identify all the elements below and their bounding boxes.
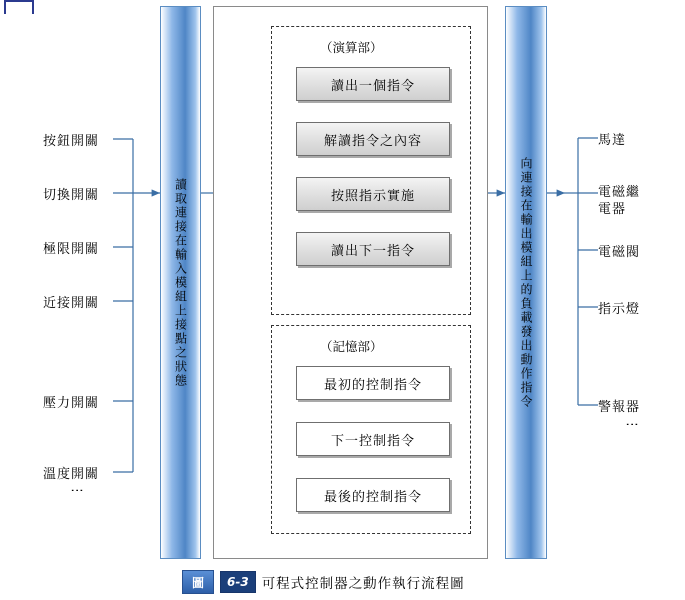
memory-step-0: 最初的控制指令 [296,366,450,400]
corner-mark [4,0,34,14]
input-ellipsis: ⋮ [69,484,84,497]
output-label-2: 電磁閥 [598,245,641,260]
figure-caption [182,570,465,594]
input-label-2: 極限開關 [43,242,100,257]
output-label-3: 指示燈 [598,302,641,317]
compute-step-3: 讀出下一指令 [296,232,450,266]
memory-step-1: 下一控制指令 [296,422,450,456]
output-ellipsis: ⋮ [624,418,639,431]
input-module-bar [160,6,201,559]
caption-number: 6-3 [220,571,256,593]
output-label-1-line1: 電磁繼 [598,185,641,200]
input-label-0: 按鈕開關 [43,134,100,149]
input-label-1: 切換開關 [43,188,100,203]
input-label-3: 近接開關 [43,296,100,311]
output-label-4: 警報器 [598,400,641,415]
caption-icon: 圖 [182,570,214,594]
input-label-4: 壓力開關 [43,396,100,411]
output-label-1 [598,184,640,218]
output-label-0: 馬達 [598,133,627,148]
compute-step-1: 解讀指令之內容 [296,122,450,156]
compute-section-title: （演算部） [320,40,383,55]
memory-step-2: 最後的控制指令 [296,478,450,512]
compute-step-2: 按照指示實施 [296,177,450,211]
output-module-bar-label: 向連接在輸出模組上的負載發出動作指令 [519,156,533,409]
input-module-bar-label: 讀取連接在輸入模組上接點之狀態 [173,177,188,388]
compute-step-0: 讀出一個指令 [296,67,450,101]
output-module-bar [505,6,547,559]
caption-text: 可程式控制器之動作執行流程圖 [261,576,465,592]
input-label-5: 溫度開關 [43,467,100,482]
memory-section-title: （記憶部） [320,339,383,354]
output-label-1-line2: 電器 [598,202,627,217]
